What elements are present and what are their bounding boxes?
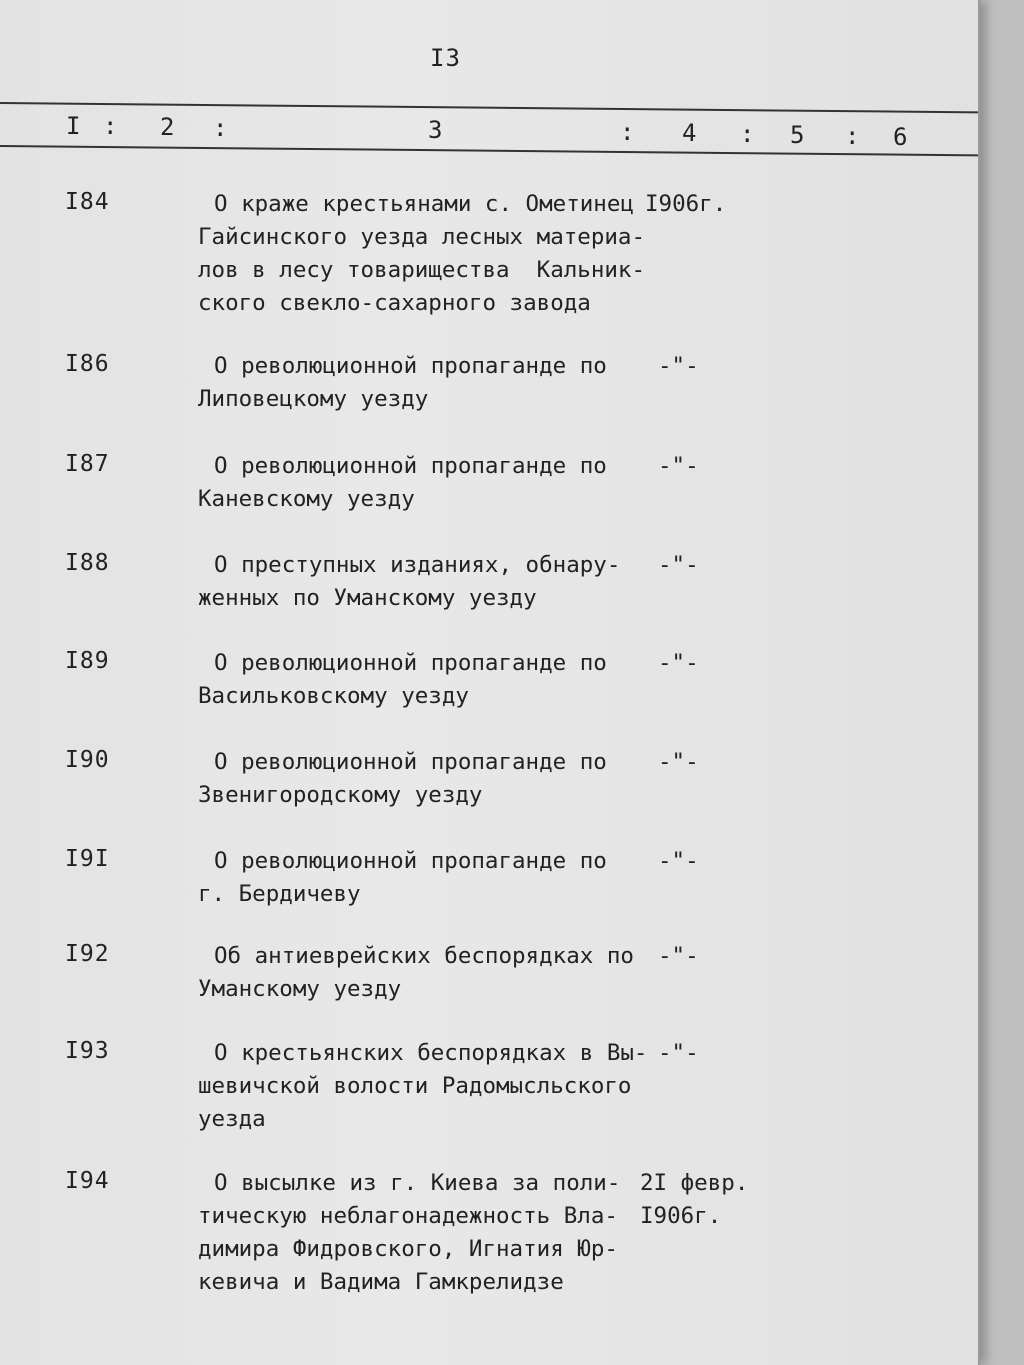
header-bottom-rule [0,145,978,156]
column-separator: : [213,114,228,142]
column-separator: : [620,118,635,146]
entry-date [640,1167,748,1233]
entry-date [658,746,699,779]
entry-line: Каневскому уезду [198,486,415,512]
entry-description [198,549,620,615]
entry-number: I84 [65,189,110,215]
column-header-5: 5 [790,121,805,149]
entry-date-line: -"- [658,552,699,578]
header-top-rule [0,102,978,113]
entry-line: женных по Уманскому уезду [198,585,537,611]
entry-date-line: I906г. [640,1203,722,1229]
entry-line: О революционной пропаганде по [214,650,607,676]
entry-number: I90 [65,747,110,773]
entry-date-line: -"- [658,1040,699,1066]
entry-line: Уманскому уезду [198,976,402,1002]
entry-date-line: 2I февр. [640,1170,749,1196]
entry-date [658,549,699,582]
entry-line: О высылке из г. Киева за поли- [214,1170,621,1196]
entry-number: I88 [65,550,110,576]
entry-line: О революционной пропаганде по [214,453,607,479]
entry-date-line: -"- [658,650,699,676]
entry-number: I86 [65,351,110,377]
entry-line: г. Бердичеву [198,881,361,907]
entry-description [198,188,645,320]
column-separator: : [845,122,860,150]
entry-date [658,350,699,383]
entry-date [658,845,699,878]
entry-line: О революционной пропаганде по [214,353,607,379]
entry-date-line: -"- [658,353,699,379]
entry-description [198,940,634,1006]
column-separator: : [103,112,118,140]
column-separator: : [740,120,755,148]
column-header-1: I [66,112,81,140]
entry-number: I9I [65,846,110,872]
entry-number: I87 [65,451,110,477]
entry-date-line: -"- [658,453,699,479]
entry-line: кевича и Вадима Гамкрелидзе [198,1269,564,1295]
entry-line: шевичской волости Радомысльского [198,1073,632,1099]
entry-line: О краже крестьянами с. Ометинец [214,191,634,217]
entry-date-line: -"- [658,943,699,969]
entry-description [198,350,607,416]
column-header-2: 2 [160,113,175,141]
entry-line: Липовецкому уезду [198,386,429,412]
column-header-3: 3 [428,116,443,144]
entry-description [198,1037,647,1136]
entry-line: Об антиеврейских беспорядках по [214,943,634,969]
entry-line: Звенигородскому уезду [198,782,483,808]
entry-date-line: I906г. [645,191,727,217]
entry-line: димира Фидровского, Игнатия Юр- [198,1236,618,1262]
entry-line: О крестьянских беспорядках в Вы- [214,1040,648,1066]
entry-description [198,746,607,812]
entry-date-line: -"- [658,848,699,874]
entry-line: О революционной пропаганде по [214,848,607,874]
entry-date [658,1037,699,1070]
entry-description [198,647,607,713]
column-header-4: 4 [682,119,697,147]
entry-line: ского свекло-сахарного завода [198,290,591,316]
entry-date-line: -"- [658,749,699,775]
entry-line: тическую неблагонадежность Вла- [198,1203,618,1229]
entry-number: I94 [65,1168,110,1194]
entry-line: Васильковскому уезду [198,683,469,709]
page-number: I3 [430,44,461,72]
entry-number: I89 [65,648,110,674]
entry-line: О революционной пропаганде по [214,749,607,775]
entry-date [645,188,726,221]
entry-line: О преступных изданиях, обнару- [214,552,621,578]
entry-line: Гайсинского уезда лесных материа- [198,224,646,250]
entry-line: лов в лесу товарищества Кальник- [198,257,646,283]
entry-number: I92 [65,941,110,967]
entry-description [198,450,607,516]
entry-date [658,450,699,483]
entry-date [658,647,699,680]
entry-line: уезда [198,1106,266,1132]
column-header-6: 6 [893,123,908,151]
entry-number: I93 [65,1038,110,1064]
entry-date [658,940,699,973]
entry-description [198,845,607,911]
entry-description [198,1167,620,1299]
